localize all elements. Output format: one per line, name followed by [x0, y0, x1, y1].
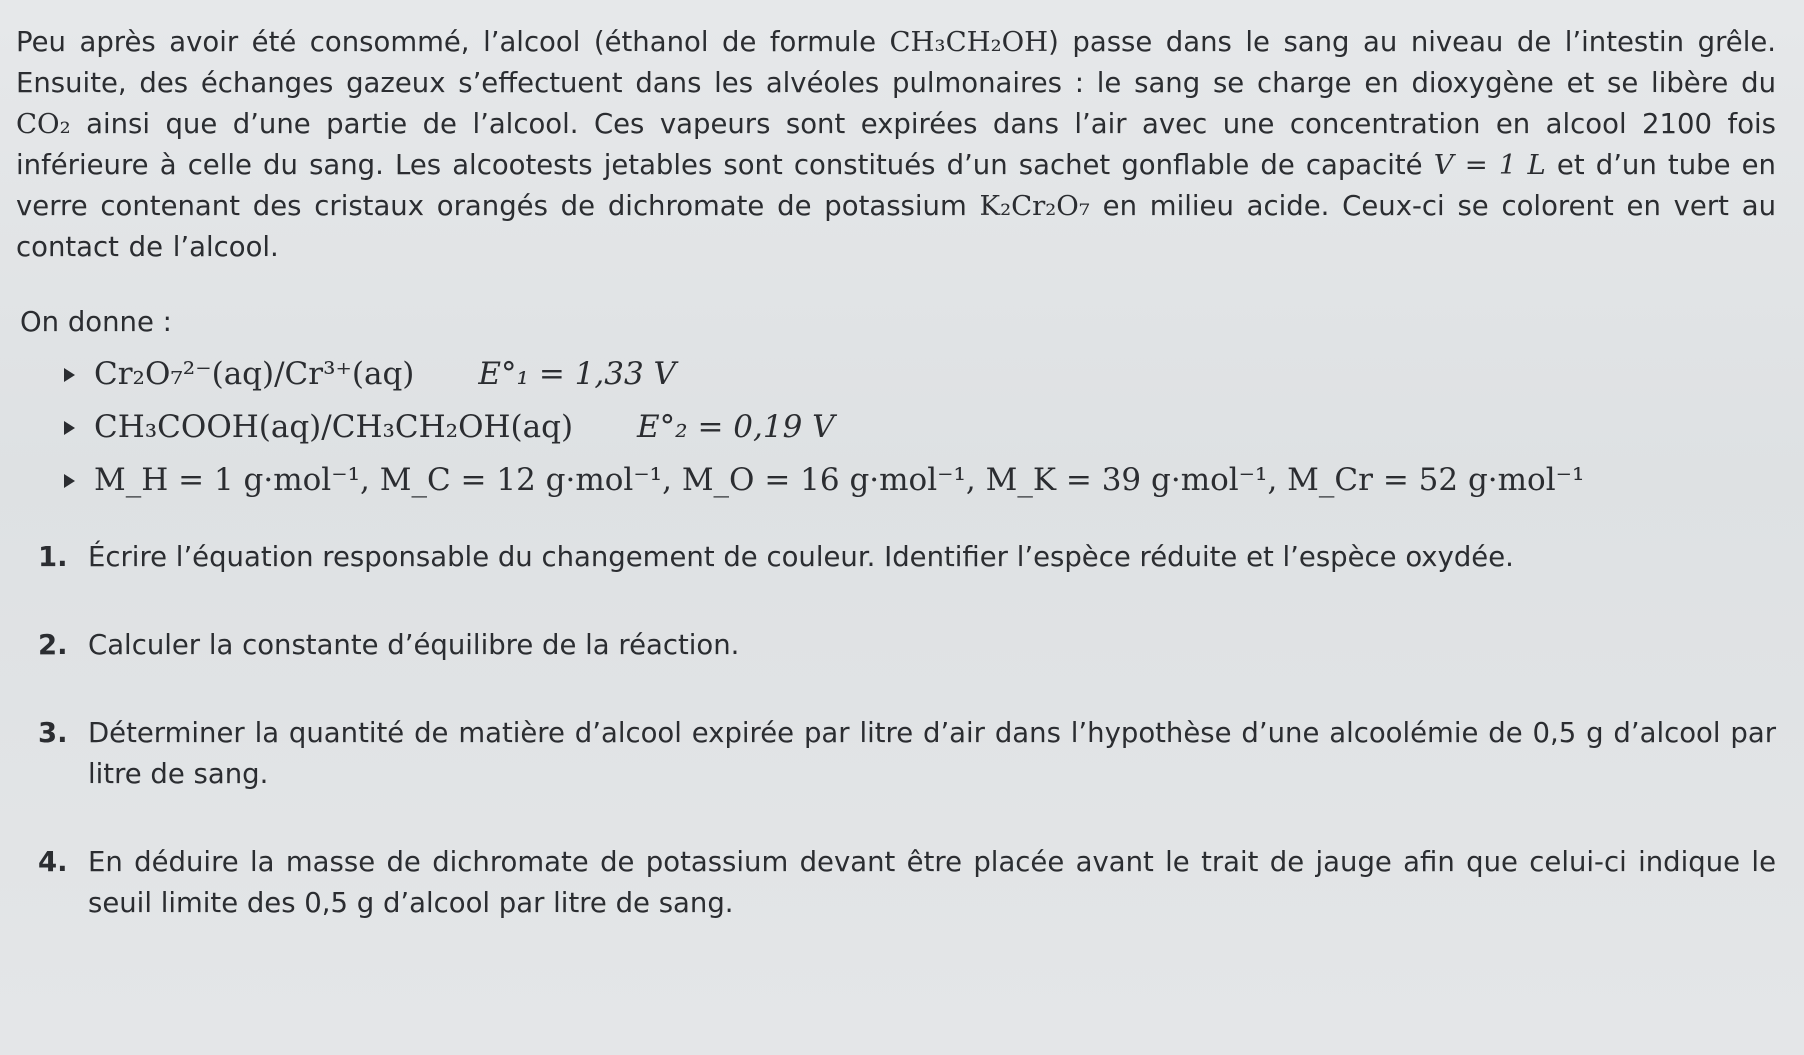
bullet-triangle-icon: [64, 368, 75, 382]
question-number: 4.: [38, 846, 68, 878]
question-text: Déterminer la quantité de matière d’alcool expirée par litre d’air dans l’hypothèse d’une alcoolémie de 0,5 g d’alcool par litre de sang.: [88, 717, 1776, 790]
given-item-couple1: [94, 348, 1776, 401]
question-2: [16, 625, 1776, 666]
question-number: 1.: [38, 541, 68, 573]
intro-text-2: ) passe dans le sang au niveau de l’intestin grêle. Ensuite, des échanges gazeux s’effectuent dans les alvéoles pulmonaires : le sang se charge en dioxygène et se libère du: [16, 26, 1776, 99]
given-item-couple2: [94, 401, 1776, 454]
given-data-list: [16, 348, 1776, 507]
intro-text-1: Peu après avoir été consommé, l’alcool (éthanol de formule: [16, 26, 890, 58]
bullet-triangle-icon: [64, 474, 75, 488]
question-4: [16, 842, 1776, 924]
question-1: [16, 537, 1776, 578]
couple2-formula: CH₃COOH(aq)/CH₃CH₂OH(aq): [94, 409, 574, 445]
molar-masses-values: M_H = 1 g·mol⁻¹, M_C = 12 g·mol⁻¹, M_O = 16 g·mol⁻¹, M_K = 39 g·mol⁻¹, M_Cr = 52 g·mol⁻¹: [94, 462, 1585, 498]
potential2-value: E°₂ = 0,19 V: [637, 409, 835, 445]
given-item-molar-masses: [94, 454, 1776, 507]
bullet-triangle-icon: [64, 421, 75, 435]
given-label: On donne :: [20, 306, 172, 338]
capacity-value: V = 1 L: [1433, 149, 1546, 181]
potential1-value: E°₁ = 1,33 V: [478, 356, 676, 392]
question-text: Calculer la constante d’équilibre de la réaction.: [88, 629, 740, 661]
question-number: 3.: [38, 717, 68, 749]
dichromate-formula: K₂Cr₂O₇: [979, 190, 1090, 222]
question-text: Écrire l’équation responsable du changement de couleur. Identifier l’espèce réduite et l’espèce oxydée.: [88, 541, 1514, 573]
intro-text-4: et d’un tube en verre contenant des cristaux orangés de dichromate de potassium: [16, 149, 1776, 222]
question-text: En déduire la masse de dichromate de potassium devant être placée avant le trait de jauge afin que celui-ci indique le seuil limite des 0,5 g d’alcool par litre de sang.: [88, 846, 1776, 919]
couple1-formula: Cr₂O₇²⁻(aq)/Cr³⁺(aq): [94, 356, 415, 392]
co2-formula: CO₂: [16, 108, 71, 140]
question-number: 2.: [38, 629, 68, 661]
intro-paragraph: [16, 22, 1776, 268]
intro-text-5: en milieu acide. Ceux-ci se colorent en vert au contact de l’alcool.: [16, 190, 1777, 263]
ethanol-formula: CH₃CH₂OH: [889, 26, 1049, 58]
intro-text-3: ainsi que d’une partie de l’alcool. Ces vapeurs sont expirées dans l’air avec une concentration en alcool 2100 fois inférieure à celle du sang. Les alcootests jetables sont constitués d’un sachet gonflable de capacité: [16, 108, 1776, 181]
question-list: [16, 537, 1776, 924]
question-3: [16, 713, 1776, 795]
